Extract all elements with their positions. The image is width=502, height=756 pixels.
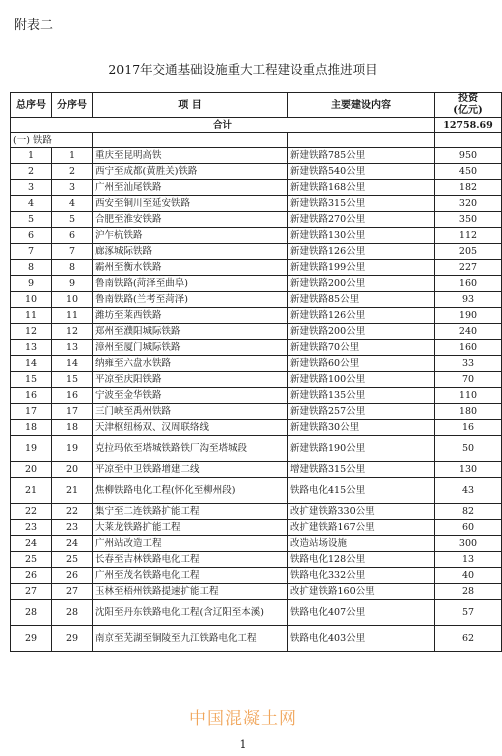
cell-sub-no: 20 <box>52 462 93 478</box>
table-row <box>11 436 502 462</box>
cell-sub-no: 12 <box>52 324 93 340</box>
cell-investment: 300 <box>435 536 502 552</box>
cell-project: 纳雍至六盘水铁路 <box>93 356 288 372</box>
cell-content: 新建铁路199公里 <box>288 260 435 276</box>
cell-sub-no: 17 <box>52 404 93 420</box>
cell-total-no: 16 <box>11 388 52 404</box>
cell-investment: 70 <box>435 372 502 388</box>
page-number: 1 <box>239 738 247 751</box>
cell-investment: 180 <box>435 404 502 420</box>
cell-sub-no: 18 <box>52 420 93 436</box>
cell-sub-no: 11 <box>52 308 93 324</box>
cell-total-no: 25 <box>11 552 52 568</box>
cell-sub-no: 24 <box>52 536 93 552</box>
cell-content: 新建铁路70公里 <box>288 340 435 356</box>
cell-investment: 112 <box>435 228 502 244</box>
cell-content: 铁路电化128公里 <box>288 552 435 568</box>
cell-investment: 190 <box>435 308 502 324</box>
cell-project: 玉林至梧州铁路提速扩能工程 <box>93 584 288 600</box>
cell-project: 广州至茂名铁路电化工程 <box>93 568 288 584</box>
cell-project: 天津枢纽杨双、汉周联络线 <box>93 420 288 436</box>
table-row <box>11 520 502 536</box>
cell-sub-no: 28 <box>52 600 93 626</box>
table-header-row <box>11 93 502 118</box>
cell-investment: 450 <box>435 164 502 180</box>
cell-investment: 110 <box>435 388 502 404</box>
cell-total-no: 17 <box>11 404 52 420</box>
cell-content: 改扩建铁路160公里 <box>288 584 435 600</box>
table-row <box>11 584 502 600</box>
cell-project: 沪乍杭铁路 <box>93 228 288 244</box>
cell-sub-no: 8 <box>52 260 93 276</box>
cell-investment: 57 <box>435 600 502 626</box>
cell-project: 沈阳至丹东铁路电化工程(含辽阳至本溪) <box>93 600 288 626</box>
cell-content: 新建铁路785公里 <box>288 148 435 164</box>
cell-total-no: 22 <box>11 504 52 520</box>
cell-content: 改扩建铁路330公里 <box>288 504 435 520</box>
cell-content: 新建铁路540公里 <box>288 164 435 180</box>
cell-total-no: 21 <box>11 478 52 504</box>
cell-investment: 227 <box>435 260 502 276</box>
cell-content: 改扩建铁路167公里 <box>288 520 435 536</box>
cell-content: 新建铁路100公里 <box>288 372 435 388</box>
cell-investment: 93 <box>435 292 502 308</box>
header-investment <box>435 93 502 118</box>
cell-sub-no: 2 <box>52 164 93 180</box>
cell-total-no: 15 <box>11 372 52 388</box>
cell-total-no: 26 <box>11 568 52 584</box>
cell-project: 焦柳铁路电化工程(怀化至柳州段) <box>93 478 288 504</box>
cell-investment: 320 <box>435 196 502 212</box>
table-row <box>11 228 502 244</box>
cell-investment: 62 <box>435 626 502 652</box>
cell-content: 新建铁路257公里 <box>288 404 435 420</box>
cell-content: 新建铁路200公里 <box>288 324 435 340</box>
annex-label: 附表二 <box>14 18 54 33</box>
cell-content: 铁路电化332公里 <box>288 568 435 584</box>
cell-project: 重庆至昆明高铁 <box>93 148 288 164</box>
cell-project: 广州至汕尾铁路 <box>93 180 288 196</box>
table-row <box>11 308 502 324</box>
cell-total-no: 9 <box>11 276 52 292</box>
header-content: 主要建设内容 <box>288 93 435 118</box>
cell-project: 广州站改造工程 <box>93 536 288 552</box>
cell-sub-no: 5 <box>52 212 93 228</box>
cell-project: 鲁南铁路(兰考至菏泽) <box>93 292 288 308</box>
cell-project: 大莱龙铁路扩能工程 <box>93 520 288 536</box>
cell-sub-no: 27 <box>52 584 93 600</box>
table-row <box>11 420 502 436</box>
cell-content: 新建铁路130公里 <box>288 228 435 244</box>
cell-project: 鲁南铁路(菏泽至曲阜) <box>93 276 288 292</box>
table-row <box>11 600 502 626</box>
cell-investment: 82 <box>435 504 502 520</box>
cell-investment: 182 <box>435 180 502 196</box>
cell-investment: 60 <box>435 520 502 536</box>
cell-project: 南京至芜湖至铜陵至九江铁路电化工程 <box>93 626 288 652</box>
projects-table <box>10 92 502 652</box>
table-row <box>11 388 502 404</box>
cell-sub-no: 15 <box>52 372 93 388</box>
cell-investment: 13 <box>435 552 502 568</box>
cell-sub-no: 9 <box>52 276 93 292</box>
cell-sub-no: 4 <box>52 196 93 212</box>
document-title: 2017年交通基础设施重大工程建设重点推进项目 <box>108 62 378 77</box>
cell-sub-no: 6 <box>52 228 93 244</box>
cell-content: 改造站场设施 <box>288 536 435 552</box>
table-row <box>11 462 502 478</box>
table-row <box>11 626 502 652</box>
cell-investment: 43 <box>435 478 502 504</box>
table-row <box>11 404 502 420</box>
cell-content: 新建铁路200公里 <box>288 276 435 292</box>
cell-project: 平凉至庆阳铁路 <box>93 372 288 388</box>
cell-sub-no: 1 <box>52 148 93 164</box>
cell-investment: 160 <box>435 340 502 356</box>
cell-total-no: 10 <box>11 292 52 308</box>
cell-total-no: 29 <box>11 626 52 652</box>
cell-sub-no: 16 <box>52 388 93 404</box>
cell-content: 新建铁路270公里 <box>288 212 435 228</box>
cell-total-no: 2 <box>11 164 52 180</box>
cell-sub-no: 22 <box>52 504 93 520</box>
cell-investment: 240 <box>435 324 502 340</box>
cell-sub-no: 10 <box>52 292 93 308</box>
cell-project: 合肥至淮安铁路 <box>93 212 288 228</box>
cell-content: 新建铁路85公里 <box>288 292 435 308</box>
cell-sub-no: 3 <box>52 180 93 196</box>
cell-investment: 130 <box>435 462 502 478</box>
header-project: 项 目 <box>93 93 288 118</box>
cell-total-no: 1 <box>11 148 52 164</box>
cell-content: 新建铁路30公里 <box>288 420 435 436</box>
header-total-no: 总序号 <box>11 93 52 118</box>
cell-investment: 160 <box>435 276 502 292</box>
header-investment-line2: (亿元) <box>453 105 483 116</box>
cell-sub-no: 25 <box>52 552 93 568</box>
cell-total-no: 12 <box>11 324 52 340</box>
cell-content: 新建铁路135公里 <box>288 388 435 404</box>
cell-sub-no: 29 <box>52 626 93 652</box>
cell-project: 克拉玛依至塔城铁路铁厂沟至塔城段 <box>93 436 288 462</box>
table-row <box>11 212 502 228</box>
cell-project: 西宁至成都(黄胜关)铁路 <box>93 164 288 180</box>
table-row <box>11 340 502 356</box>
cell-investment: 50 <box>435 436 502 462</box>
cell-total-no: 13 <box>11 340 52 356</box>
cell-project: 潍坊至莱西铁路 <box>93 308 288 324</box>
cell-content: 铁路电化407公里 <box>288 600 435 626</box>
cell-sub-no: 23 <box>52 520 93 536</box>
cell-investment: 350 <box>435 212 502 228</box>
cell-total-no: 3 <box>11 180 52 196</box>
cell-sub-no: 21 <box>52 478 93 504</box>
cell-sub-no: 26 <box>52 568 93 584</box>
table-row <box>11 372 502 388</box>
cell-content: 新建铁路126公里 <box>288 308 435 324</box>
cell-content: 铁路电化415公里 <box>288 478 435 504</box>
cell-project: 长春至吉林铁路电化工程 <box>93 552 288 568</box>
watermark-logo: 中国混凝土网 <box>189 709 297 729</box>
cell-total-no: 11 <box>11 308 52 324</box>
table-row <box>11 260 502 276</box>
cell-total-no: 23 <box>11 520 52 536</box>
cell-project: 集宁至二连铁路扩能工程 <box>93 504 288 520</box>
summary-label: 合计 <box>11 118 435 133</box>
table-row <box>11 478 502 504</box>
cell-content: 新建铁路190公里 <box>288 436 435 462</box>
table-row <box>11 552 502 568</box>
cell-sub-no: 13 <box>52 340 93 356</box>
header-sub-no: 分序号 <box>52 93 93 118</box>
cell-investment: 28 <box>435 584 502 600</box>
table-row <box>11 292 502 308</box>
header-investment-line1: 投资 <box>458 93 478 104</box>
cell-content: 新建铁路315公里 <box>288 196 435 212</box>
section-label: (一) 铁路 <box>11 133 93 148</box>
cell-project: 郑州至濮阳城际铁路 <box>93 324 288 340</box>
cell-content: 新建铁路60公里 <box>288 356 435 372</box>
table-row <box>11 276 502 292</box>
cell-investment: 205 <box>435 244 502 260</box>
table-row <box>11 568 502 584</box>
cell-project: 西安至铜川至延安铁路 <box>93 196 288 212</box>
cell-project: 霸州至衡水铁路 <box>93 260 288 276</box>
table-row <box>11 244 502 260</box>
cell-investment: 33 <box>435 356 502 372</box>
cell-content: 新建铁路126公里 <box>288 244 435 260</box>
summary-row <box>11 118 502 133</box>
cell-sub-no: 7 <box>52 244 93 260</box>
cell-project: 平凉至中卫铁路增建二线 <box>93 462 288 478</box>
cell-sub-no: 14 <box>52 356 93 372</box>
cell-total-no: 18 <box>11 420 52 436</box>
table-row <box>11 196 502 212</box>
cell-project: 漳州至厦门城际铁路 <box>93 340 288 356</box>
table-row <box>11 504 502 520</box>
table-row <box>11 148 502 164</box>
table-row <box>11 536 502 552</box>
cell-total-no: 6 <box>11 228 52 244</box>
cell-project: 宁波至金华铁路 <box>93 388 288 404</box>
table-row <box>11 164 502 180</box>
summary-value: 12758.69 <box>435 118 502 133</box>
cell-total-no: 24 <box>11 536 52 552</box>
cell-total-no: 5 <box>11 212 52 228</box>
table-row <box>11 180 502 196</box>
cell-content: 铁路电化403公里 <box>288 626 435 652</box>
cell-total-no: 7 <box>11 244 52 260</box>
cell-project: 廊涿城际铁路 <box>93 244 288 260</box>
cell-investment: 16 <box>435 420 502 436</box>
cell-total-no: 19 <box>11 436 52 462</box>
table-row <box>11 356 502 372</box>
cell-content: 新建铁路168公里 <box>288 180 435 196</box>
cell-total-no: 20 <box>11 462 52 478</box>
cell-total-no: 27 <box>11 584 52 600</box>
cell-investment: 950 <box>435 148 502 164</box>
cell-sub-no: 19 <box>52 436 93 462</box>
cell-investment: 40 <box>435 568 502 584</box>
table-row <box>11 324 502 340</box>
cell-total-no: 28 <box>11 600 52 626</box>
cell-total-no: 4 <box>11 196 52 212</box>
cell-project: 三门峡至禹州铁路 <box>93 404 288 420</box>
section-row <box>11 133 502 148</box>
cell-total-no: 8 <box>11 260 52 276</box>
cell-content: 增建铁路315公里 <box>288 462 435 478</box>
cell-total-no: 14 <box>11 356 52 372</box>
